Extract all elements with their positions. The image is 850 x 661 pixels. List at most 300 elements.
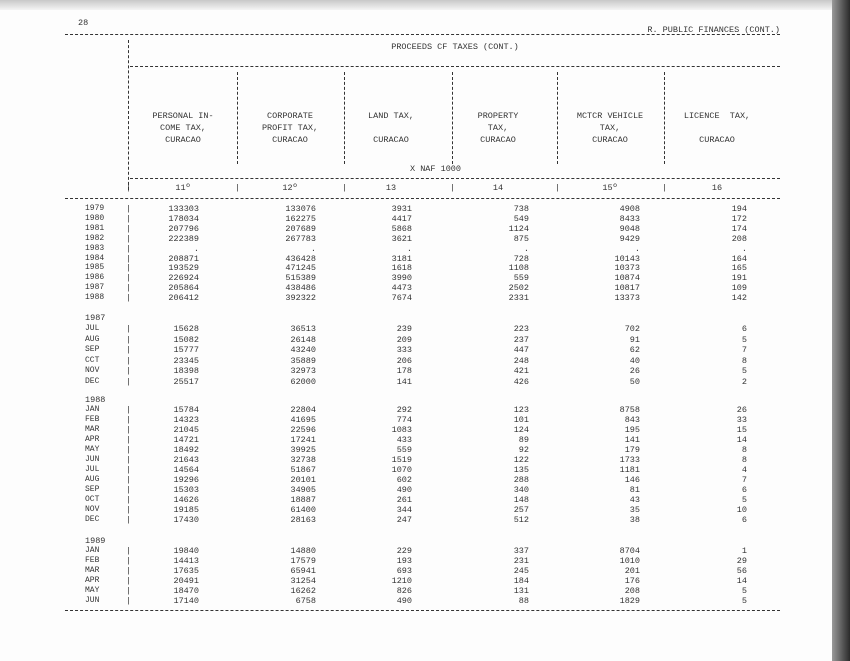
table-cell: 3990 <box>391 273 412 283</box>
scan-top-edge <box>0 0 850 10</box>
table-cell: 148 <box>513 495 529 505</box>
table-cell: 512 <box>513 515 529 525</box>
row-label: DEC <box>85 377 100 386</box>
table-cell: 392322 <box>285 293 316 303</box>
table-cell: 142 <box>731 293 747 303</box>
table-cell: 65941 <box>290 566 316 576</box>
row-label: NOV <box>85 366 100 375</box>
table-cell: 162275 <box>285 214 316 224</box>
table-cell: 207689 <box>285 224 316 234</box>
table-cell: 179 <box>624 445 640 455</box>
table-cell: . <box>193 244 199 254</box>
row-label: MAY <box>85 445 100 454</box>
row-separator: | <box>126 576 132 586</box>
row-label: JAN <box>85 546 100 555</box>
table-cell: 23345 <box>173 356 199 366</box>
row-separator: | <box>126 505 132 515</box>
table-cell: 1733 <box>619 455 640 465</box>
table-cell: 1829 <box>619 596 640 606</box>
row-label: 1981 <box>85 224 105 233</box>
row-label: AUG <box>85 475 100 484</box>
table-cell: 231 <box>513 556 529 566</box>
table-cell: 207796 <box>168 224 199 234</box>
table-cell: 17241 <box>290 435 316 445</box>
row-label: 1986 <box>85 273 105 282</box>
table-cell: 1083 <box>391 425 412 435</box>
row-separator: | <box>126 283 132 293</box>
table-title: PROCEEDS CF TAXES (CONT.) <box>391 42 519 52</box>
table-cell: 248 <box>513 356 529 366</box>
table-cell: 5868 <box>391 224 412 234</box>
table-cell: 61400 <box>290 505 316 515</box>
row-label: CCT <box>85 356 100 365</box>
table-cell: 124 <box>513 425 529 435</box>
row-label: SEP <box>85 485 100 494</box>
row-separator: | <box>126 425 132 435</box>
column-title-line: CURACAO <box>373 135 409 145</box>
table-cell: 146 <box>624 475 640 485</box>
table-cell: 344 <box>396 505 412 515</box>
row-separator: | <box>126 405 132 415</box>
table-cell: 15 <box>736 425 747 435</box>
table-cell: 6758 <box>295 596 316 606</box>
table-cell: 15628 <box>173 324 199 334</box>
column-title-line: COME TAX, <box>160 123 206 133</box>
table-cell: 191 <box>731 273 747 283</box>
row-separator: | <box>126 495 132 505</box>
column-number-separator: | <box>235 183 241 193</box>
page-number: 28 <box>78 18 89 28</box>
row-separator: | <box>126 415 132 425</box>
table-cell: 19296 <box>173 475 199 485</box>
table-cell: 14323 <box>173 415 199 425</box>
table-cell: 9048 <box>619 224 640 234</box>
table-cell: 32973 <box>290 366 316 376</box>
table-cell: 1 <box>741 546 747 556</box>
table-cell: . <box>523 244 529 254</box>
table-cell: 205864 <box>168 283 199 293</box>
table-cell: 88 <box>518 596 529 606</box>
table-cell: 15303 <box>173 485 199 495</box>
table-cell: 436428 <box>285 254 316 264</box>
column-number: 16 <box>711 183 723 193</box>
table-cell: 9429 <box>619 234 640 244</box>
table-cell: 447 <box>513 345 529 355</box>
table-cell: 184 <box>513 576 529 586</box>
column-number-separator: | <box>450 183 456 193</box>
table-cell: 18398 <box>173 366 199 376</box>
row-label: FEB <box>85 556 100 565</box>
column-number-separator: | <box>126 183 132 193</box>
table-cell: . <box>406 244 412 254</box>
row-separator: | <box>126 263 132 273</box>
column-title-line: MCTCR VEHICLE <box>576 111 644 121</box>
row-separator: | <box>126 335 132 345</box>
column-title-line: CORPORATE <box>267 111 313 121</box>
section-heading: 1989 <box>85 536 106 546</box>
table-cell: 17579 <box>290 556 316 566</box>
table-cell: 471245 <box>285 263 316 273</box>
row-separator: | <box>126 366 132 376</box>
row-separator: | <box>126 204 132 214</box>
row-separator: | <box>126 566 132 576</box>
table-cell: 7 <box>741 475 747 485</box>
table-cell: 602 <box>396 475 412 485</box>
table-cell: 32738 <box>290 455 316 465</box>
table-cell: 4473 <box>391 283 412 293</box>
table-cell: 288 <box>513 475 529 485</box>
table-cell: 56 <box>736 566 747 576</box>
row-separator: | <box>126 475 132 485</box>
table-cell: 337 <box>513 546 529 556</box>
table-cell: 122 <box>513 455 529 465</box>
row-separator: | <box>126 254 132 264</box>
table-cell: 10874 <box>614 273 640 283</box>
table-cell: 89 <box>518 435 529 445</box>
table-cell: 41695 <box>290 415 316 425</box>
row-label: DEC <box>85 515 100 524</box>
column-title-line: CURACAO <box>592 135 628 145</box>
table-cell: 91 <box>629 335 640 345</box>
table-cell: 693 <box>396 566 412 576</box>
rule-unit <box>130 178 780 179</box>
table-cell: 36513 <box>290 324 316 334</box>
row-label: MAR <box>85 425 100 434</box>
table-cell: 14880 <box>290 546 316 556</box>
table-cell: 237 <box>513 335 529 345</box>
table-cell: 1070 <box>391 465 412 475</box>
table-cell: 21643 <box>173 455 199 465</box>
table-cell: 38 <box>629 515 640 525</box>
column-title-line: CURACAO <box>165 135 201 145</box>
table-cell: 141 <box>396 377 412 387</box>
table-cell: 8 <box>741 356 747 366</box>
row-separator: | <box>126 556 132 566</box>
table-cell: 123 <box>513 405 529 415</box>
column-title-line: CURACAO <box>272 135 308 145</box>
table-cell: 738 <box>513 204 529 214</box>
row-label: SEP <box>85 345 100 354</box>
row-label: 1980 <box>85 214 105 223</box>
rule-top <box>65 34 780 35</box>
column-title-line: CURACAO <box>480 135 516 145</box>
table-cell: 51867 <box>290 465 316 475</box>
table-cell: 549 <box>513 214 529 224</box>
row-label: 1987 <box>85 283 105 292</box>
column-number-separator: | <box>662 183 668 193</box>
table-cell: 1519 <box>391 455 412 465</box>
unit-label: X NAF 1000 <box>410 164 462 174</box>
section-heading: 1987 <box>85 313 106 323</box>
column-number: 14 <box>492 183 504 193</box>
table-cell: 13373 <box>614 293 640 303</box>
table-cell: 7 <box>741 345 747 355</box>
table-cell: 28163 <box>290 515 316 525</box>
running-header: R. PUBLIC FINANCES (CONT.) <box>647 25 780 35</box>
table-cell: 223 <box>513 324 529 334</box>
table-cell: 18887 <box>290 495 316 505</box>
table-cell: 206 <box>396 356 412 366</box>
row-label: APR <box>85 576 100 585</box>
table-cell: 176 <box>624 576 640 586</box>
row-label: JUN <box>85 596 100 605</box>
column-number: 15º <box>602 183 618 193</box>
row-separator: | <box>126 485 132 495</box>
table-cell: 490 <box>396 596 412 606</box>
table-cell: 1010 <box>619 556 640 566</box>
table-cell: 206412 <box>168 293 199 303</box>
row-label: NOV <box>85 505 100 514</box>
table-cell: 209 <box>396 335 412 345</box>
table-cell: 10143 <box>614 254 640 264</box>
table-cell: 6 <box>741 515 747 525</box>
table-cell: 193 <box>396 556 412 566</box>
row-separator: | <box>126 356 132 366</box>
table-cell: 340 <box>513 485 529 495</box>
row-label: JUL <box>85 465 100 474</box>
table-cell: 15082 <box>173 335 199 345</box>
table-cell: 728 <box>513 254 529 264</box>
row-separator: | <box>126 586 132 596</box>
table-cell: 101 <box>513 415 529 425</box>
table-cell: 17140 <box>173 596 199 606</box>
table-cell: 208 <box>624 586 640 596</box>
table-cell: 62000 <box>290 377 316 387</box>
table-cell: 10817 <box>614 283 640 293</box>
column-title-line: LAND TAX, <box>368 111 414 121</box>
row-separator: | <box>126 345 132 355</box>
table-cell: 5 <box>741 366 747 376</box>
table-cell: 3931 <box>391 204 412 214</box>
table-cell: 261 <box>396 495 412 505</box>
row-label: 1985 <box>85 263 105 272</box>
row-separator: | <box>126 224 132 234</box>
row-label: AUG <box>85 335 100 344</box>
table-cell: 875 <box>513 234 529 244</box>
table-cell: 17430 <box>173 515 199 525</box>
table-cell: 14626 <box>173 495 199 505</box>
table-cell: 14 <box>736 576 747 586</box>
row-separator: | <box>126 455 132 465</box>
table-cell: 3181 <box>391 254 412 264</box>
table-cell: 421 <box>513 366 529 376</box>
table-cell: 25517 <box>173 377 199 387</box>
table-cell: 515389 <box>285 273 316 283</box>
table-cell: 267783 <box>285 234 316 244</box>
table-cell: 843 <box>624 415 640 425</box>
table-cell: 22804 <box>290 405 316 415</box>
table-cell: 131 <box>513 586 529 596</box>
row-separator: | <box>126 214 132 224</box>
table-cell: 6 <box>741 324 747 334</box>
table-cell: 193529 <box>168 263 199 273</box>
row-separator: | <box>126 435 132 445</box>
row-label: JUL <box>85 324 100 333</box>
table-cell: 490 <box>396 485 412 495</box>
table-cell: 426 <box>513 377 529 387</box>
table-cell: 5 <box>741 495 747 505</box>
table-cell: . <box>634 244 640 254</box>
table-cell: 5 <box>741 586 747 596</box>
table-cell: 50 <box>629 377 640 387</box>
table-cell: 178034 <box>168 214 199 224</box>
table-cell: 40 <box>629 356 640 366</box>
row-label: 1982 <box>85 234 105 243</box>
row-separator: | <box>126 596 132 606</box>
column-number: 11º <box>175 183 191 193</box>
table-cell: 43240 <box>290 345 316 355</box>
row-label: 1983 <box>85 244 105 253</box>
table-cell: 8433 <box>619 214 640 224</box>
row-separator: | <box>126 324 132 334</box>
row-separator: | <box>126 515 132 525</box>
table-cell: . <box>310 244 316 254</box>
table-cell: 15784 <box>173 405 199 415</box>
table-cell: 7674 <box>391 293 412 303</box>
table-cell: 1181 <box>619 465 640 475</box>
table-cell: 247 <box>396 515 412 525</box>
row-label: MAR <box>85 566 100 575</box>
column-title-line: PROPERTY <box>477 111 519 121</box>
column-title-line: PERSONAL IN- <box>152 111 214 121</box>
row-separator: | <box>126 546 132 556</box>
row-separator: | <box>126 445 132 455</box>
table-cell: 165 <box>731 263 747 273</box>
table-cell: 4908 <box>619 204 640 214</box>
rule-title <box>130 66 780 67</box>
table-cell: 2331 <box>508 293 529 303</box>
column-number: 12º <box>282 183 298 193</box>
column-title-line: LICENCE TAX, <box>683 111 751 121</box>
table-cell: 208 <box>731 234 747 244</box>
table-cell: 34905 <box>290 485 316 495</box>
table-cell: 133076 <box>285 204 316 214</box>
table-cell: 292 <box>396 405 412 415</box>
table-cell: 194 <box>731 204 747 214</box>
column-number: 13 <box>385 183 397 193</box>
table-cell: 4 <box>741 465 747 475</box>
table-cell: 774 <box>396 415 412 425</box>
table-cell: 174 <box>731 224 747 234</box>
row-separator: | <box>126 234 132 244</box>
table-cell: 333 <box>396 345 412 355</box>
table-cell: 201 <box>624 566 640 576</box>
table-cell: 43 <box>629 495 640 505</box>
table-cell: 92 <box>518 445 529 455</box>
table-cell: 5 <box>741 596 747 606</box>
row-label: JAN <box>85 405 100 414</box>
table-cell: 19840 <box>173 546 199 556</box>
table-cell: 35 <box>629 505 640 515</box>
row-label: APR <box>85 435 100 444</box>
column-title-line: TAX, <box>487 123 509 133</box>
table-cell: 16262 <box>290 586 316 596</box>
row-label: FEB <box>85 415 100 424</box>
table-cell: 18492 <box>173 445 199 455</box>
table-cell: 26 <box>736 405 747 415</box>
row-separator: | <box>126 273 132 283</box>
table-cell: 3621 <box>391 234 412 244</box>
row-label: JUN <box>85 455 100 464</box>
row-separator: | <box>126 377 132 387</box>
table-cell: 14721 <box>173 435 199 445</box>
table-cell: 19185 <box>173 505 199 515</box>
table-cell: 15777 <box>173 345 199 355</box>
table-cell: 195 <box>624 425 640 435</box>
table-cell: 2502 <box>508 283 529 293</box>
table-cell: 208871 <box>168 254 199 264</box>
table-cell: 559 <box>396 445 412 455</box>
table-cell: 559 <box>513 273 529 283</box>
table-cell: 29 <box>736 556 747 566</box>
table-cell: 4417 <box>391 214 412 224</box>
table-cell: 438486 <box>285 283 316 293</box>
table-cell: 35889 <box>290 356 316 366</box>
table-cell: 8758 <box>619 405 640 415</box>
table-cell: 81 <box>629 485 640 495</box>
table-cell: 22596 <box>290 425 316 435</box>
table-cell: 14413 <box>173 556 199 566</box>
table-cell: 229 <box>396 546 412 556</box>
table-cell: 14 <box>736 435 747 445</box>
table-cell: 433 <box>396 435 412 445</box>
table-cell: 245 <box>513 566 529 576</box>
table-cell: 222389 <box>168 234 199 244</box>
table-cell: 39925 <box>290 445 316 455</box>
table-cell: 26 <box>629 366 640 376</box>
table-cell: 172 <box>731 214 747 224</box>
table-cell: 226924 <box>168 273 199 283</box>
table-cell: 20491 <box>173 576 199 586</box>
section-heading: 1988 <box>85 395 106 405</box>
table-cell: 10373 <box>614 263 640 273</box>
table-cell: 133303 <box>168 204 199 214</box>
table-cell: 1210 <box>391 576 412 586</box>
row-separator: | <box>126 465 132 475</box>
row-label: 1988 <box>85 293 105 302</box>
table-cell: 21045 <box>173 425 199 435</box>
table-cell: 702 <box>624 324 640 334</box>
row-label: MAY <box>85 586 100 595</box>
table-cell: 141 <box>624 435 640 445</box>
table-cell: . <box>741 244 747 254</box>
table-cell: 31254 <box>290 576 316 586</box>
row-label: 1979 <box>85 204 105 213</box>
row-separator: | <box>126 293 132 303</box>
column-number-separator: | <box>555 183 561 193</box>
table-cell: 164 <box>731 254 747 264</box>
table-cell: 109 <box>731 283 747 293</box>
table-cell: 826 <box>396 586 412 596</box>
table-cell: 6 <box>741 485 747 495</box>
table-cell: 14564 <box>173 465 199 475</box>
table-cell: 8 <box>741 445 747 455</box>
table-cell: 33 <box>736 415 747 425</box>
table-cell: 1618 <box>391 263 412 273</box>
table-cell: 8 <box>741 455 747 465</box>
row-label: 1984 <box>85 254 105 263</box>
table-cell: 135 <box>513 465 529 475</box>
table-cell: 178 <box>396 366 412 376</box>
column-title-line: TAX, <box>599 123 621 133</box>
column-title-line: PROFIT TAX, <box>261 123 319 133</box>
column-number-separator: | <box>342 183 348 193</box>
table-cell: 20101 <box>290 475 316 485</box>
column-title-line: CURACAO <box>699 135 735 145</box>
table-cell: 239 <box>396 324 412 334</box>
table-cell: 10 <box>736 505 747 515</box>
table-cell: 8704 <box>619 546 640 556</box>
